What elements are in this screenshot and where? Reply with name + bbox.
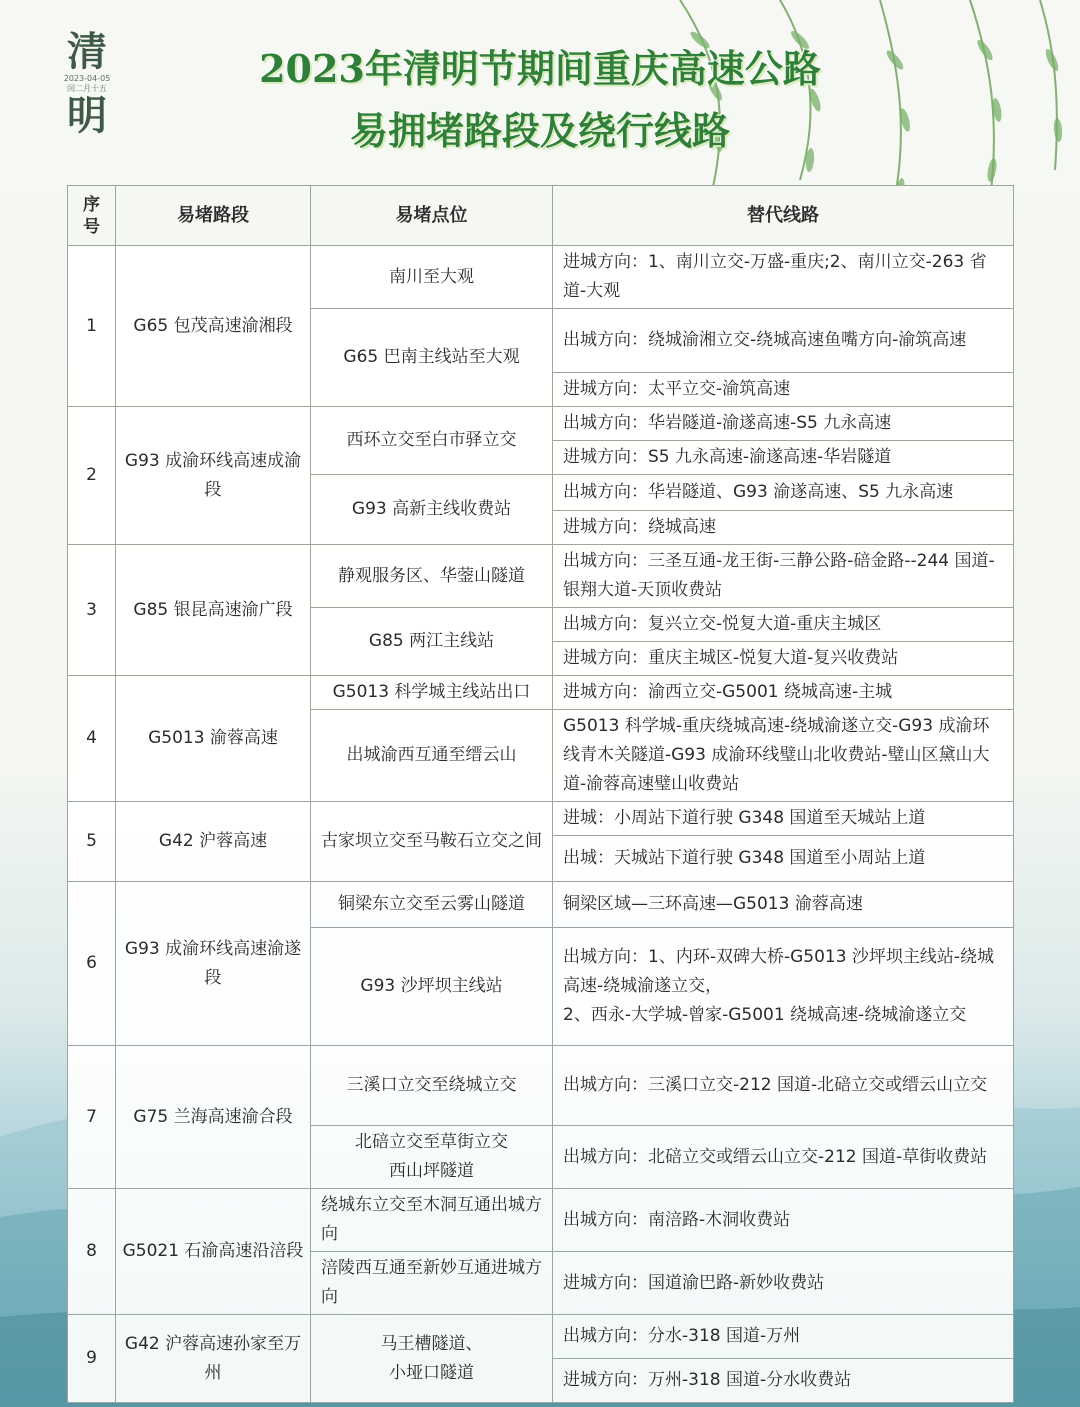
route-cell: 进城方向：太平立交-渝筑高速 [553,373,1014,407]
section-cell: G75 兰海高速渝合段 [116,1046,311,1189]
route-cell: 进城方向：万州-318 国道-分水收费站 [553,1359,1014,1403]
section-cell: G65 包茂高速渝湘段 [116,246,311,407]
route-cell: 出城方向：绕城渝湘立交-绕城高速鱼嘴方向-渝筑高速 [553,309,1014,373]
point-cell: 涪陵西互通至新妙互通进城方向 [311,1252,553,1315]
point-cell: 南川至大观 [311,246,553,309]
row-number-cell: 3 [68,545,116,676]
point-cell: 北碚立交至草街立交 西山坪隧道 [311,1126,553,1189]
table-row [68,1189,1014,1252]
row-number-cell: 1 [68,246,116,407]
point-cell: 西环立交至白市驿立交 [311,407,553,475]
route-cell: 进城方向：1、南川立交-万盛-重庆;2、南川立交-263 省道-大观 [553,246,1014,309]
row-number-cell: 5 [68,802,116,882]
badge-char-bottom: 明 [67,92,107,139]
point-cell: 绕城东立交至木洞互通出城方向 [311,1189,553,1252]
route-cell: 进城方向：渝西立交-G5001 绕城高速-主城 [553,676,1014,710]
row-number-cell: 8 [68,1189,116,1315]
route-cell: 出城方向：复兴立交-悦复大道-重庆主城区 [553,608,1014,642]
table-row [68,246,1014,309]
section-cell: G85 银昆高速渝广段 [116,545,311,676]
row-number-cell: 7 [68,1046,116,1189]
route-cell: 出城方向：三圣互通-龙王街-三静公路-碚金路--244 国道-银翔大道-天顶收费站 [553,545,1014,608]
point-cell: G5013 科学城主线站出口 [311,676,553,710]
route-cell: 铜梁区域—三环高速—G5013 渝蓉高速 [553,882,1014,928]
table-row [68,407,1014,441]
qingming-badge [56,30,118,138]
badge-lunar-date: 闰二月十五 [67,84,107,93]
table-body [68,246,1014,1403]
table-row [68,1046,1014,1126]
header-route: 替代线路 [553,186,1014,246]
row-number-cell: 4 [68,676,116,802]
section-cell: G5021 石渝高速沿涪段 [116,1189,311,1315]
point-cell: G85 两江主线站 [311,608,553,676]
point-cell: G65 巴南主线站至大观 [311,309,553,407]
point-cell: 出城渝西互通至缙云山 [311,710,553,802]
section-cell: G93 成渝环线高速渝遂段 [116,882,311,1046]
route-cell: 进城方向：国道渝巴路-新妙收费站 [553,1252,1014,1315]
section-cell: G42 沪蓉高速孙家至万州 [116,1315,311,1403]
route-cell: 出城方向：分水-318 国道-万州 [553,1315,1014,1359]
table-row [68,676,1014,710]
table-row [68,545,1014,608]
route-cell: G5013 科学城-重庆绕城高速-绕城渝遂立交-G93 成渝环线青木关隧道-G93 成渝环线璧山北收费站-璧山区黛山大道-渝蓉高速璧山收费站 [553,710,1014,802]
section-cell: G5013 渝蓉高速 [116,676,311,802]
badge-date: 2023-04-05 [63,74,111,83]
route-cell: 出城方向：三溪口立交-212 国道-北碚立交或缙云山立交 [553,1046,1014,1126]
header-no: 序号 [68,186,116,246]
point-cell: G93 沙坪坝主线站 [311,928,553,1046]
page-title-line2: 易拥堵路段及绕行线路 [349,108,730,153]
route-cell: 出城方向：1、内环-双碑大桥-G5013 沙坪坝主线站-绕城高速-绕城渝遂立交， 2、西永-大学城-曾家-G5001 绕城高速-绕城渝遂立交 [553,928,1014,1046]
point-cell: 铜梁东立交至云雾山隧道 [311,882,553,928]
point-cell: G93 高新主线收费站 [311,475,553,545]
row-number-cell: 9 [68,1315,116,1403]
route-cell: 进城方向：绕城高速 [553,511,1014,545]
route-cell: 出城方向：华岩隧道、G93 渝遂高速、S5 九永高速 [553,475,1014,511]
row-number-cell: 6 [68,882,116,1046]
row-number-cell: 2 [68,407,116,545]
route-cell: 进城方向：重庆主城区-悦复大道-复兴收费站 [553,642,1014,676]
badge-char-top: 清 [67,28,107,75]
table-header-row [68,186,1014,246]
route-cell: 出城方向：南涪路-木洞收费站 [553,1189,1014,1252]
congestion-table [67,185,1014,1403]
table-row [68,1315,1014,1359]
table-row [68,802,1014,836]
header-point: 易堵点位 [311,186,553,246]
point-cell: 古家坝立交至马鞍石立交之间 [311,802,553,882]
section-cell: G42 沪蓉高速 [116,802,311,882]
point-cell: 静观服务区、华蓥山隧道 [311,545,553,608]
point-cell: 马王槽隧道、 小垭口隧道 [311,1315,553,1403]
route-cell: 出城方向：北碚立交或缙云山立交-212 国道-草街收费站 [553,1126,1014,1189]
route-cell: 出城方向：华岩隧道-渝遂高速-S5 九永高速 [553,407,1014,441]
point-cell: 三溪口立交至绕城立交 [311,1046,553,1126]
route-cell: 进城方向：S5 九永高速-渝遂高速-华岩隧道 [553,441,1014,475]
header-section: 易堵路段 [116,186,311,246]
route-cell: 进城：小周站下道行驶 G348 国道至天城站上道 [553,802,1014,836]
table-row [68,882,1014,928]
page-title-line1: 2023年清明节期间重庆高速公路 [259,46,821,91]
route-cell: 出城：天城站下道行驶 G348 国道至小周站上道 [553,836,1014,882]
section-cell: G93 成渝环线高速成渝段 [116,407,311,545]
